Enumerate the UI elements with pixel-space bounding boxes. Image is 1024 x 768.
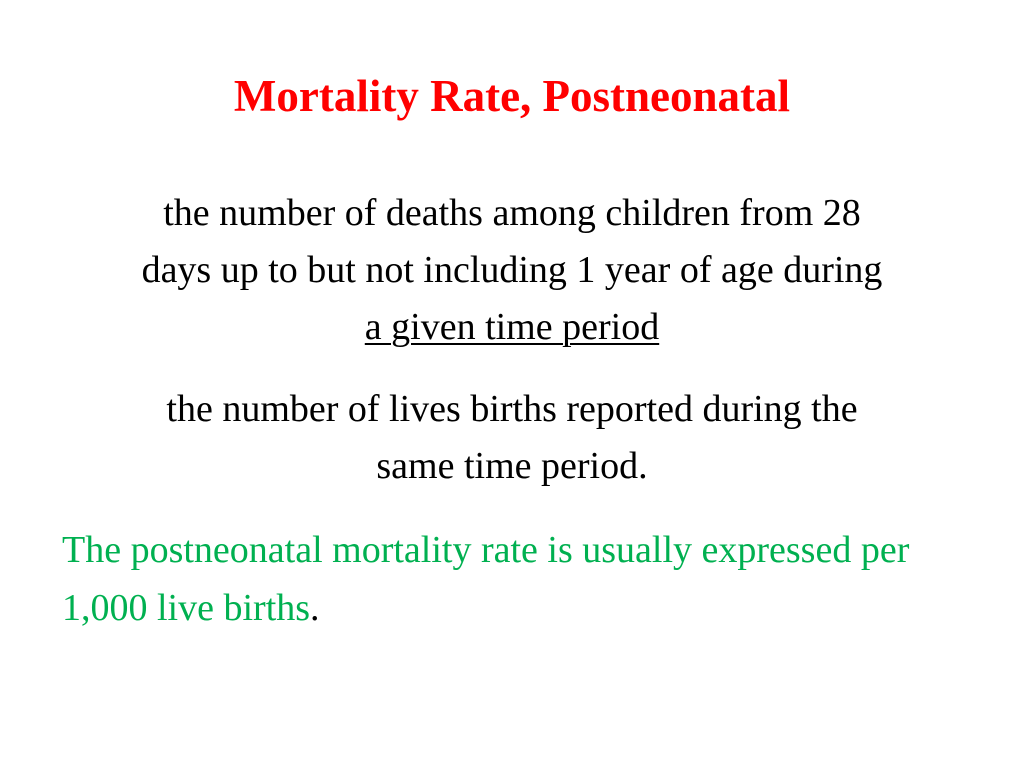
expression-note [62,521,962,637]
formula-numerator [40,185,984,356]
denominator-line-2: same time period. [376,445,648,487]
numerator-line-1: the number of deaths among children from 28 [163,192,861,234]
formula-denominator [40,381,984,495]
denominator-line-1: the number of lives births reported during the [166,388,858,430]
numerator-line-2: days up to but not including 1 year of age during [141,249,883,291]
note-period: . [310,587,320,629]
note-text: The postneonatal mortality rate is usually expressed per 1,000 live births [62,529,910,629]
slide-title: Mortality Rate, Postneonatal [233,71,791,121]
numerator-line-3: a given time period [364,306,660,348]
